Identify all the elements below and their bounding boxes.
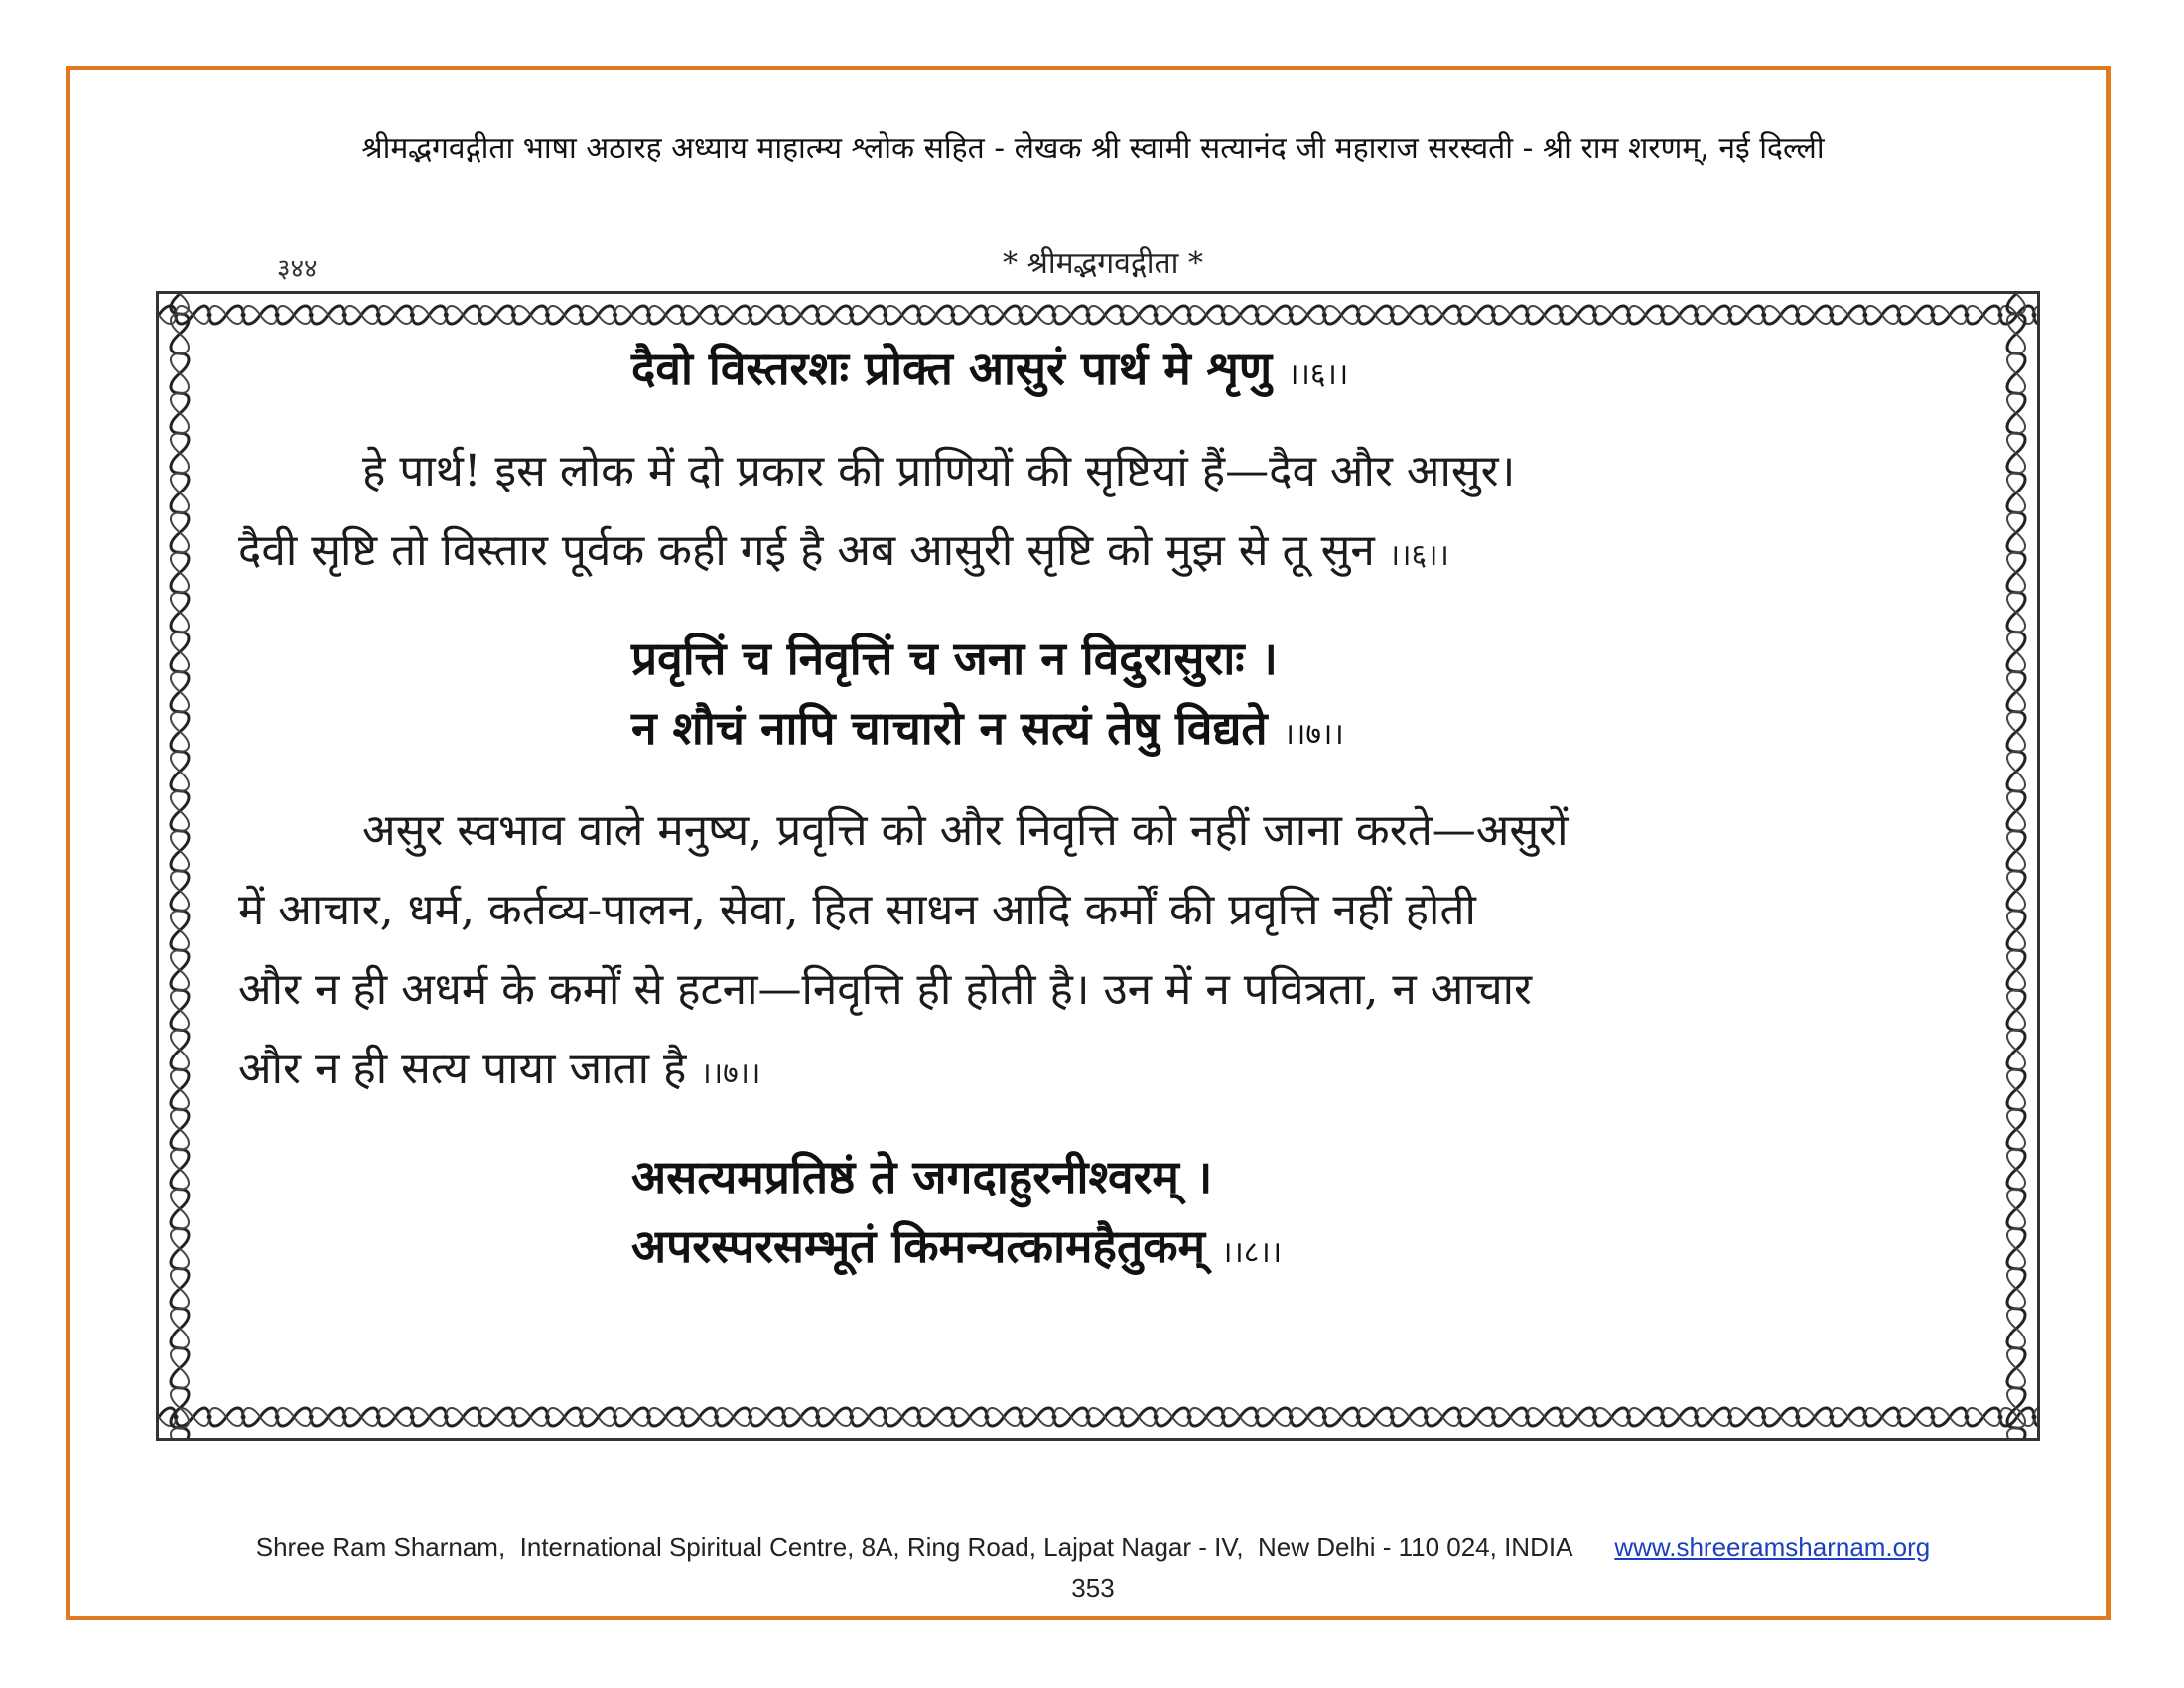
verse-6-line [238,334,1966,410]
verse-number: ।।८।। [1221,1235,1283,1270]
prose-6 [238,432,1966,596]
prose-line: में आचार, धर्म, कर्तव्य-पालन, सेवा, हित साधन आदि कर्मों की प्रवृत्ति नहीं होती [238,885,1476,935]
verse-line: प्रवृत्तिं च निवृत्तिं च जना न विदुरासुराः । [631,632,1278,685]
verse-number: ।।६।। [1288,357,1349,392]
page-footer [70,1532,2116,1604]
prose-7 [238,791,1966,1114]
page-frame [66,66,2111,1620]
ornament-bottom [159,1402,2037,1432]
prose-line: और न ही अधर्म के कर्मों से हटना—निवृत्ति ही होती है। उन में न पवित्रता, न आचार [238,964,1533,1015]
verse-8 [238,1142,1966,1288]
ornament-left [165,294,195,1438]
prose-line: हे पार्थ! इस लोक में दो प्रकार की प्राणियों की सृष्टियां हैं—दैव और आसुर। [362,446,1516,496]
prose-line: दैवी सृष्टि तो विस्तार पूर्वक कही गई है अब आसुरी सृष्टि को मुझ से तू सुन ।।६।। [238,525,1449,576]
prose-line: और न ही सत्य पाया जाता है ।।७।। [238,1044,761,1094]
verse-number: ।।७।। [700,1056,761,1091]
scan-running-head: * श्रीमद्भगवद्गीता * [1003,246,1203,281]
verse-number: ।।६।। [1388,538,1449,573]
website-link[interactable]: www.shreeramsharnam.org [1614,1532,1931,1562]
verse-line: असत्यमप्रतिष्ठं ते जगदाहुरनीश्वरम् । [631,1150,1213,1203]
scripture-text [238,334,1966,1406]
ornament-right [2001,294,2031,1438]
verse-line: अपरस्परसम्भूतं किमन्यत्कामहैतुकम् ।।८।। [631,1219,1283,1273]
footer-address: Shree Ram Sharnam, International Spiritual Centre, 8A, Ring Road, Lajpat Nagar - IV, New Delhi - 110 024, INDIA [255,1532,1571,1562]
page-number: 353 [1071,1573,1115,1603]
footer-address-line [70,1532,2116,1563]
verse-number: ।।७।। [1283,717,1344,752]
verse-text: दैवो विस्तरशः प्रोक्त आसुरं पार्थ मे शृणु [631,342,1273,395]
scripture-scan-box [156,291,2040,1441]
ornament-top [159,300,2037,330]
scan-page-number: ३४४ [277,254,318,284]
document-header-title: श्रीमद्भगवद्गीता भाषा अठारह अध्याय माहात्म्य श्लोक सहित - लेखक श्री स्वामी सत्यानंद जी महाराज सरस्वती - श्री राम शरणम्, नई दिल्ली [361,131,1825,166]
verse-line: न शौचं नापि चाचारो न सत्यं तेषु विद्यते ।।७।। [631,701,1344,755]
verse-7 [238,624,1966,770]
prose-line: असुर स्वभाव वाले मनुष्य, प्रवृत्ति को और निवृत्ति को नहीं जाना करते—असुरों [362,805,1569,856]
